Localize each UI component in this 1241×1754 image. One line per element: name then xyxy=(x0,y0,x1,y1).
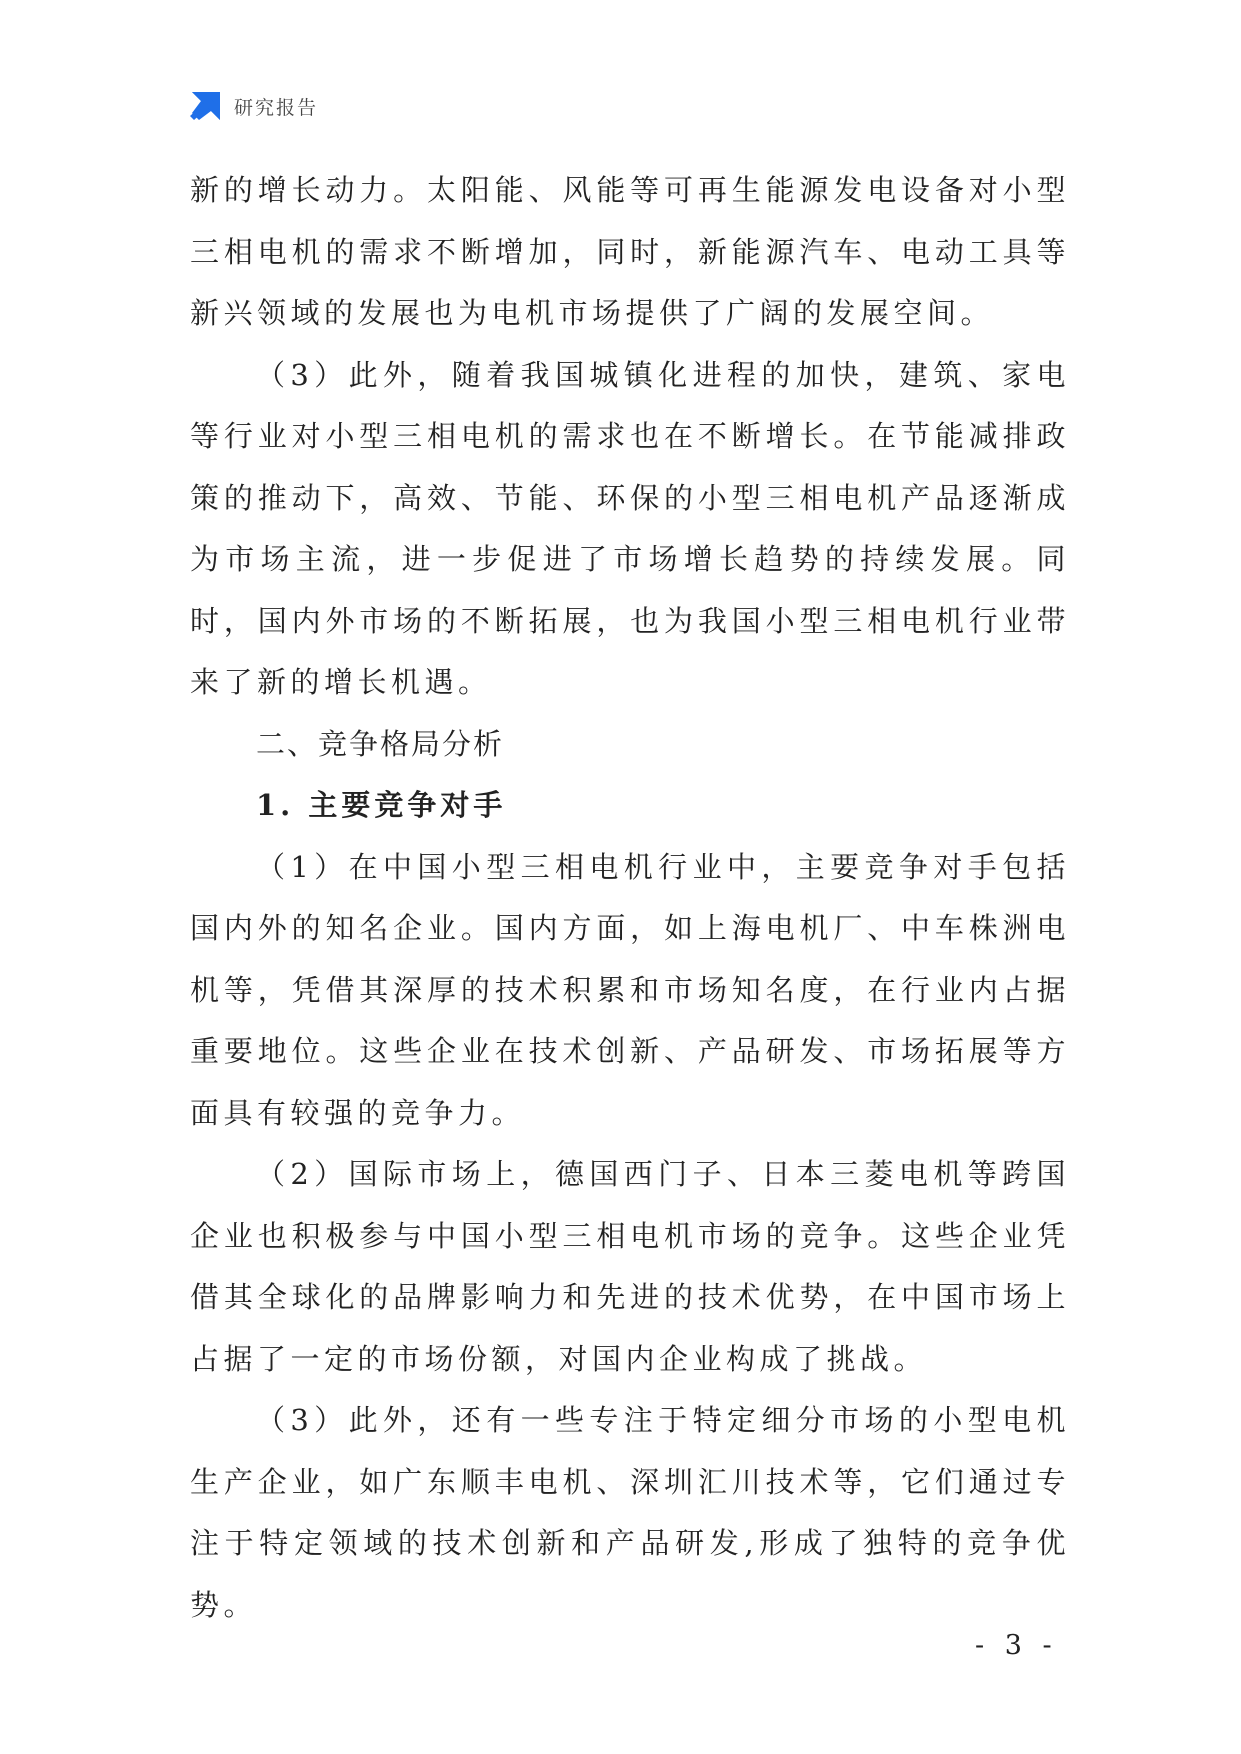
page-header xyxy=(190,88,318,124)
section-heading: 二、竞争格局分析 xyxy=(256,726,505,761)
paragraph-urbanization: （3）此外，随着我国城镇化进程的加快，建筑、家电等行业对小型三相电机的需求也在不断增长。在节能减排政策的推动下，高效、节能、环保的小型三相电机产品逐渐成为市场主流，进一步促进了市场增长趋势的持续发展。同时，国内外市场的不断拓展，也为我国小型三相电机行业带来了新的增长机遇。 xyxy=(190,357,1070,699)
arrow-up-right-icon xyxy=(190,90,222,122)
paragraph-niche-competitors: （3）此外，还有一些专注于特定细分市场的小型电机生产企业，如广东顺丰电机、深圳汇川技术等，它们通过专注于特定领域的技术创新和产品研发,形成了独特的竞争优势。 xyxy=(190,1403,1070,1622)
subsection-heading: 1. 主要竞争对手 xyxy=(256,788,507,822)
document-body xyxy=(190,160,1070,1636)
paragraph-continuation: 新的增长动力。太阳能、风能等可再生能源发电设备对小型三相电机的需求不断增加，同时，新能源汽车、电动工具等新兴领域的发展也为电机市场提供了广阔的发展空间。 xyxy=(190,173,1070,330)
header-title: 研究报告 xyxy=(234,96,319,119)
paragraph-international-competitors: （2）国际市场上，德国西门子、日本三菱电机等跨国企业也积极参与中国小型三相电机市场的竞争。这些企业凭借其全球化的品牌影响力和先进的技术优势，在中国市场上占据了一定的市场份额，对国内企业构成了挑战。 xyxy=(190,1157,1070,1376)
page-number: - 3 - xyxy=(975,1630,1058,1661)
paragraph-domestic-competitors: （1）在中国小型三相电机行业中，主要竞争对手包括国内外的知名企业。国内方面，如上海电机厂、中车株洲电机等，凭借其深厚的技术积累和市场知名度，在行业内占据重要地位。这些企业在技术创新、产品研发、市场拓展等方面具有较强的竞争力。 xyxy=(190,849,1070,1130)
